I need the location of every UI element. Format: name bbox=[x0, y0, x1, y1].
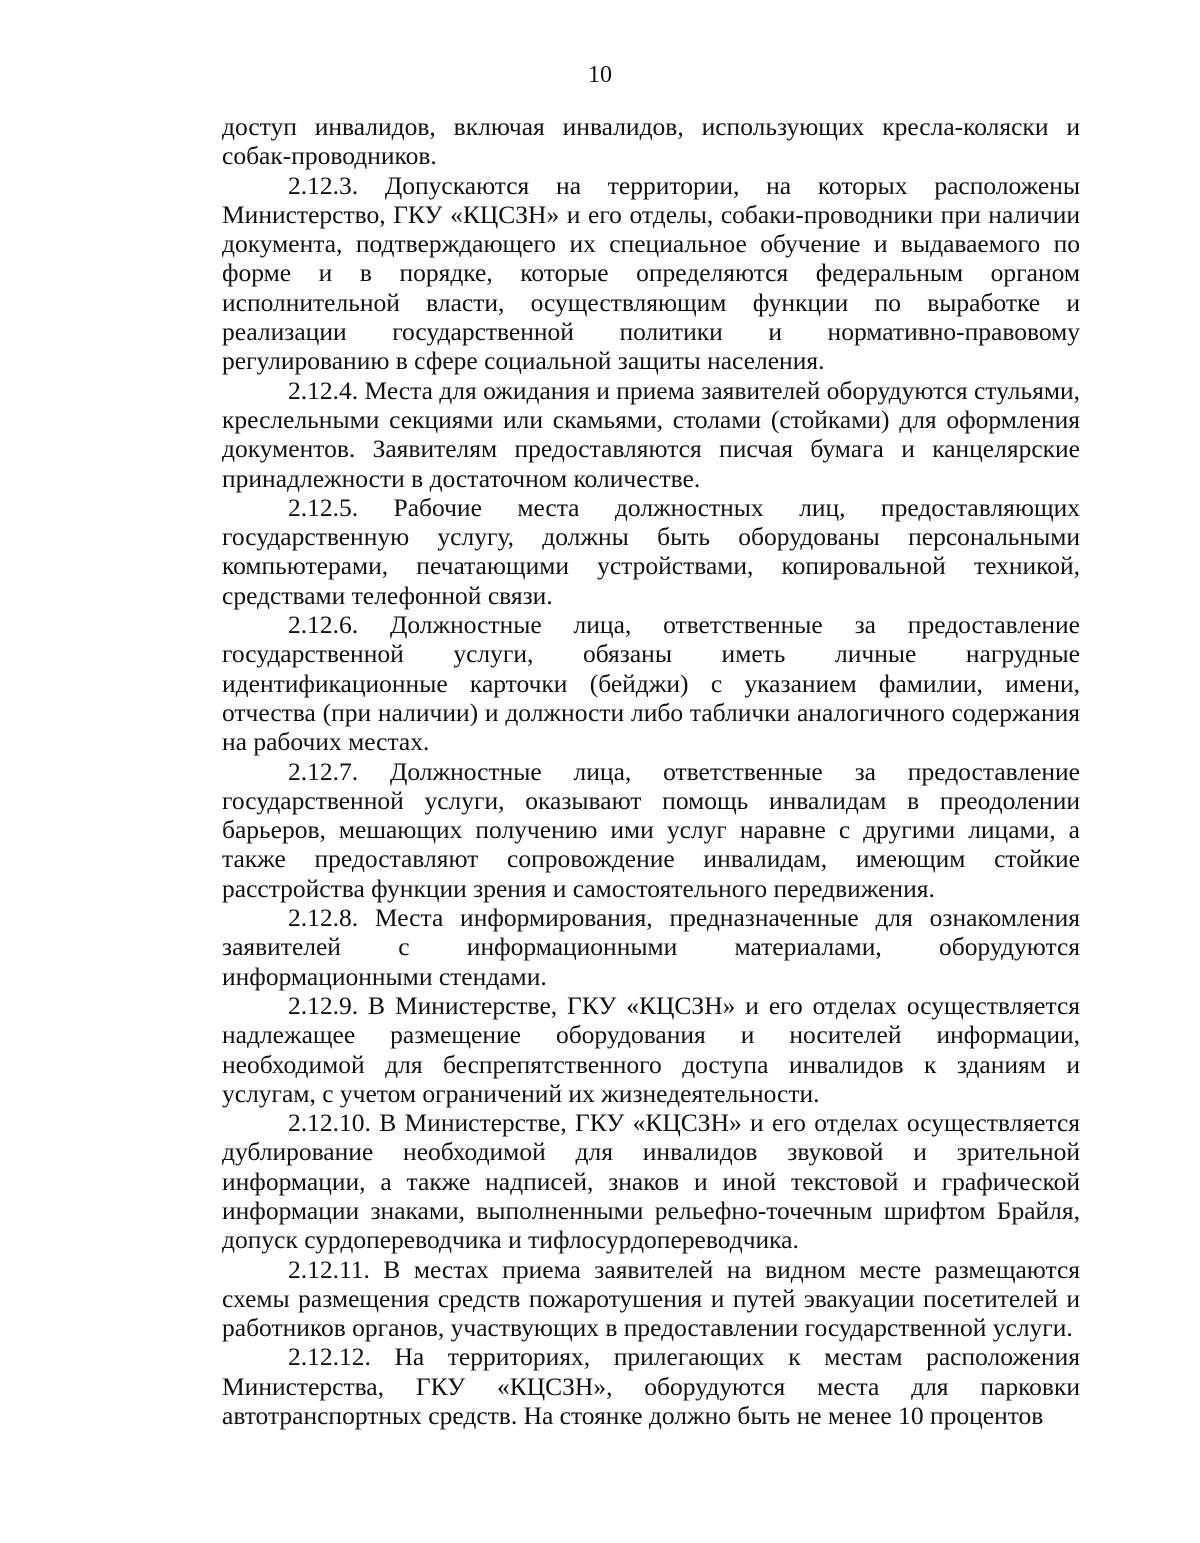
paragraph-2-12-6: 2.12.6. Должностные лица, ответственные за предоставление государственной услуги, обязаны иметь личные нагрудные идентификационные карточки (бейджи) с указанием фамилии, имени, отчества (при наличии) и должности либо таблички аналогичного содержания на рабочих местах. bbox=[222, 610, 1080, 757]
page-number: 10 bbox=[588, 62, 612, 88]
paragraph-2-12-12: 2.12.12. На территориях, прилегающих к местам расположения Министерства, ГКУ «КЦСЗН», оборудуются места для парковки автотранспортных средств. На стоянке должно быть не менее 10 процентов bbox=[222, 1342, 1080, 1431]
document-body bbox=[222, 112, 1080, 1430]
paragraph-2-12-9: 2.12.9. В Министерстве, ГКУ «КЦСЗН» и его отделах осуществляется надлежащее размещение оборудования и носителей информации, необходимой для беспрепятственного доступа инвалидов к зданиям и услугам, с учетом ограничений их жизнедеятельности. bbox=[222, 990, 1080, 1108]
paragraph-2-12-7: 2.12.7. Должностные лица, ответственные за предоставление государственной услуги, оказывают помощь инвалидам в преодолении барьеров, мешающих получению ими услуг наравне с другими лицами, а также предоставляют сопровождение инвалидам, имеющим стойкие расстройства функции зрения и самостоятельного передвижения. bbox=[222, 756, 1080, 903]
paragraph-2-12-4: 2.12.4. Места для ожидания и приема заявителей оборудуются стульями, креслельными секциями или скамьями, столами (стойками) для оформления документов. Заявителям предоставляются писчая бумага и канцелярские принадлежности в достаточном количестве. bbox=[222, 375, 1080, 493]
paragraph-continuation: доступ инвалидов, включая инвалидов, использующих кресла-коляски и собак-проводников. bbox=[222, 112, 1080, 171]
paragraph-2-12-5: 2.12.5. Рабочие места должностных лиц, предоставляющих государственную услугу, должны быть оборудованы персональными компьютерами, печатающими устройствами, копировальной техникой, средствами телефонной связи. bbox=[222, 492, 1080, 610]
paragraph-2-12-10: 2.12.10. В Министерстве, ГКУ «КЦСЗН» и его отделах осуществляется дублирование необходимой для инвалидов звуковой и зрительной информации, а также надписей, знаков и иной текстовой и графической информации знаками, выполненными рельефно-точечным шрифтом Брайля, допуск сурдопереводчика и тифлосурдопереводчика. bbox=[222, 1108, 1080, 1255]
paragraph-2-12-11: 2.12.11. В местах приема заявителей на видном месте размещаются схемы размещения средств пожаротушения и путей эвакуации посетителей и работников органов, участвующих в предоставлении государственной услуги. bbox=[222, 1254, 1080, 1343]
paragraph-2-12-8: 2.12.8. Места информирования, предназначенные для ознакомления заявителей с информационными материалами, оборудуются информационными стендами. bbox=[222, 903, 1080, 991]
paragraph-2-12-3: 2.12.3. Допускаются на территории, на которых расположены Министерство, ГКУ «КЦСЗН» и его отделы, собаки-проводники при наличии документа, подтверждающего их специальное обучение и выдаваемого по форме и в порядке, которые определяются федеральным органом исполнительной власти, осуществляющим функции по выработке и реализации государственной политики и нормативно-правовому регулированию в сфере социальной защиты населения. bbox=[222, 170, 1080, 376]
